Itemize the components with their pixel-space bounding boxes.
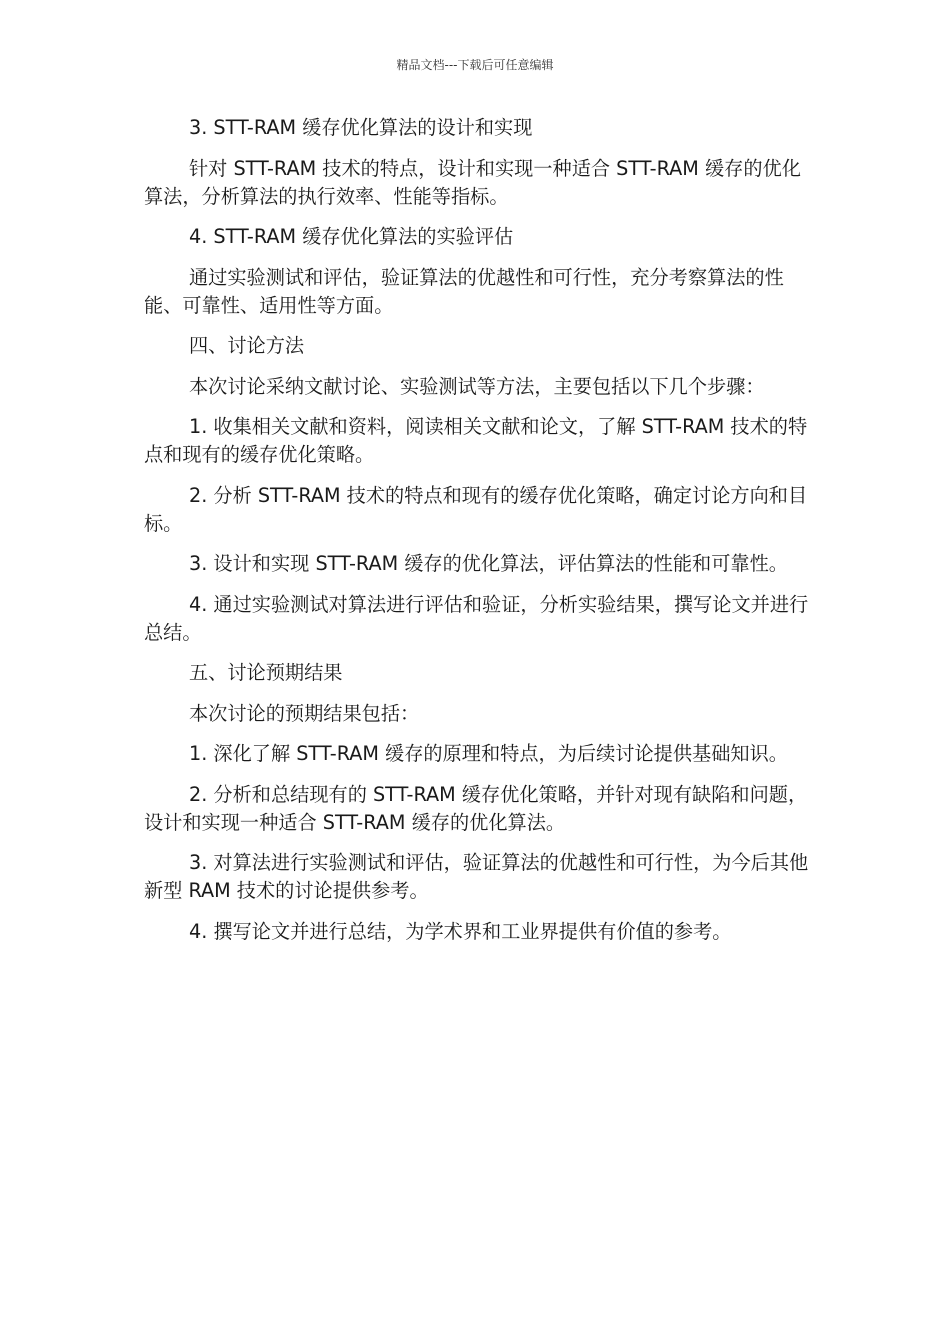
- document-body: [144, 114, 810, 958]
- list-item: 3. 设计和实现 STT-RAM 缓存的优化算法，评估算法的性能和可靠性。: [189, 552, 788, 575]
- section-heading: 4. STT-RAM 缓存优化算法的实验评估: [189, 225, 514, 248]
- page-header: 精品文档---下载后可任意编辑: [396, 58, 554, 72]
- list-item: 3. 对算法进行实验测试和评估，验证算法的优越性和可行性，为今后其他新型 RAM 技术的讨论提供参考。: [144, 851, 809, 902]
- section-heading: 五、讨论预期结果: [189, 661, 343, 684]
- body-paragraph: 通过实验测试和评估，验证算法的优越性和可行性，充分考察算法的性能、可靠性、适用性等方面。: [144, 265, 784, 317]
- body-paragraph: 本次讨论采纳文献讨论、实验测试等方法，主要包括以下几个步骤：: [189, 374, 765, 398]
- list-item: 1. 收集相关文献和资料，阅读相关文献和论文，了解 STT-RAM 技术的特点和现有的缓存优化策略。: [144, 415, 808, 466]
- list-item: 4. 撰写论文并进行总结，为学术界和工业界提供有价值的参考。: [189, 919, 732, 943]
- list-item: 2. 分析和总结现有的 STT-RAM 缓存优化策略，并针对现有缺陷和问题，设计和实现一种适合 STT-RAM 缓存的优化算法。: [144, 782, 808, 834]
- list-item: 4. 通过实验测试对算法进行评估和验证，分析实验结果，撰写论文并进行总结。: [144, 592, 809, 644]
- body-paragraph: 本次讨论的预期结果包括：: [189, 701, 420, 725]
- list-item: 2. 分析 STT-RAM 技术的特点和现有的缓存优化策略，确定讨论方向和目标。: [144, 483, 808, 535]
- section-heading: 四、讨论方法: [189, 334, 305, 357]
- body-paragraph: 针对 STT-RAM 技术的特点，设计和实现一种适合 STT-RAM 缓存的优化算法，分析算法的执行效率、性能等指标。: [144, 156, 801, 208]
- section-heading: 3. STT-RAM 缓存优化算法的设计和实现: [189, 116, 533, 139]
- list-item: 1. 深化了解 STT-RAM 缓存的原理和特点，为后续讨论提供基础知识。: [189, 742, 788, 765]
